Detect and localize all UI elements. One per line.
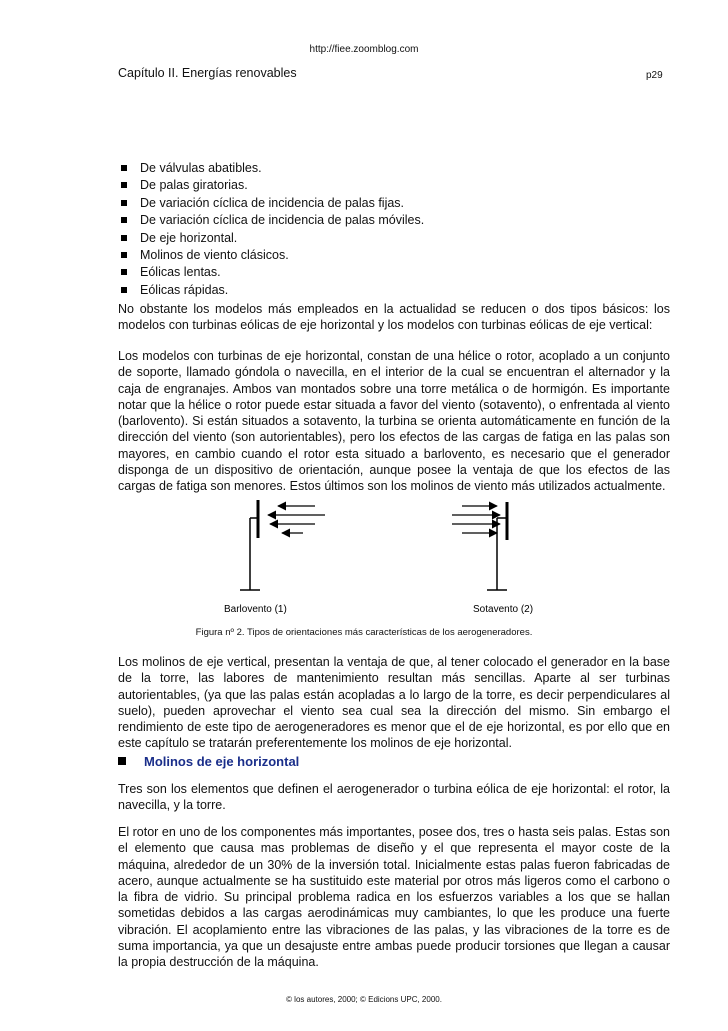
list-item-text: De variación cíclica de incidencia de palas móviles.: [140, 213, 425, 228]
paragraph-vertical-axis: Los molinos de eje vertical, presentan la ventaja de que, al tener colocado el generador en la base de la torre, las labores de mantenimiento resultan más sencillas. Aparte al ser turbinas autorientables, (ya que las palas están acopladas a lo largo de la torre, es decir perpendiculares al suelo), pueden aprovechar el viento sea cual sea la dirección del mismo. Sin embargo el rendimiento de este tipo de aerogeneradores es menor que el de eje horizontal, es por ello que en este capítulo se tratarán preferentemente los molinos de eje horizontal.: [118, 655, 670, 751]
list-item-text: Eólicas lentas.: [140, 265, 221, 280]
list-item: [118, 264, 424, 281]
label-barlovento: Barlovento (1): [224, 604, 287, 615]
list-item: [118, 160, 424, 177]
list-item-text: Molinos de viento clásicos.: [140, 248, 289, 263]
bullet-square-icon: [121, 235, 127, 241]
bullet-square-icon: [121, 200, 127, 206]
section-title: Molinos de eje horizontal: [144, 754, 300, 769]
bullet-square-icon: [121, 252, 127, 258]
list-item: [118, 247, 424, 264]
figure-caption: Figura nº 2. Tipos de orientaciones más características de los aerogeneradores.: [195, 627, 533, 638]
bullet-square-icon: [121, 217, 127, 223]
list-item: [118, 177, 424, 194]
list-item: [118, 212, 424, 229]
bullet-square-icon: [121, 165, 127, 171]
header-url: http://fiee.zoomblog.com: [309, 44, 419, 55]
footer-copyright: © los autores, 2000; © Edicions UPC, 2000.: [286, 995, 442, 1004]
orientation-figure: [0, 490, 728, 650]
list-item: [118, 230, 424, 247]
paragraph-rotor: El rotor en uno de los componentes más importantes, posee dos, tres o hasta seis palas. Estas son el elemento que causa mas problemas de diseño y el que representa el mayor coste de la máquina, alrededor de un 30% de la inversión total. Inicialmente estas palas fueron fabricadas de acero, aunque actualmente se ha sustituido este material por otros más ligeros como el carbono o la fibra de vidrio. Su principal problema radica en los esfuerzos variables a los que se hallan sometidas debidos a las cargas aerodinámicas muy cambiantes, lo que les produce una fuerte vibración. El acoplamiento entre las vibraciones de las palas, y las vibraciones de la torre es de suma importancia, ya que un desajuste entre ambas puede producir torsiones que llegan a causar la propia destrucción de la máquina.: [118, 825, 670, 970]
list-item: [118, 282, 424, 299]
downwind-turbine-diagram: [452, 502, 507, 590]
paragraph-models: No obstante los modelos más empleados en la actualidad se reducen o dos tipos básicos: los modelos con turbinas eólicas de eje horizontal y los modelos con turbinas eólicas de eje vertical:: [118, 302, 670, 333]
list-item-text: De eje horizontal.: [140, 230, 238, 245]
upwind-turbine-diagram: [240, 500, 325, 590]
list-item-text: De válvulas abatibles.: [140, 161, 262, 175]
bullet-square-icon: [121, 287, 127, 293]
section-bullet-icon: [118, 757, 126, 765]
bullet-list: [118, 160, 424, 299]
list-item: [118, 195, 424, 212]
page-number: p29: [646, 70, 663, 81]
list-item-text: Eólicas rápidas.: [140, 282, 229, 297]
chapter-title: Capítulo II. Energías renovables: [118, 66, 297, 80]
bullet-square-icon: [121, 182, 127, 188]
bullet-square-icon: [121, 269, 127, 275]
label-sotavento: Sotavento (2): [473, 604, 534, 615]
list-item-text: De palas giratorias.: [140, 178, 248, 193]
list-item-text: De variación cíclica de incidencia de palas fijas.: [140, 195, 405, 210]
paragraph-elements: Tres son los elementos que definen el aerogenerador o turbina eólica de eje horizontal: el rotor, la navecilla, y la torre.: [118, 782, 670, 813]
section-heading: [118, 754, 299, 769]
paragraph-horizontal-axis: Los modelos con turbinas de eje horizontal, constan de una hélice o rotor, acoplado a un conjunto de soporte, llamado góndola o navecilla, en el interior de la cual se encuentran el alternador y la caja de engranajes. Ambos van montados sobre una torre metálica o de hormigón. Es importante notar que la hélice o rotor puede estar situada a favor del viento (sotavento), o enfrentada al viento (barlovento). Si están situados a sotavento, la turbina se orienta automáticamente en función de la dirección del viento (son autorientables), pero los efectos de las cargas de fatiga en las palas son mayores, en cambio cuando el rotor esta situado a barlovento, es necesario que el generador disponga de un dispositivo de orientación, aunque posee la ventaja de que los efectos de las cargas de fatiga son menores. Estos últimos son los molinos de viento más utilizados actualmente.: [118, 349, 670, 494]
